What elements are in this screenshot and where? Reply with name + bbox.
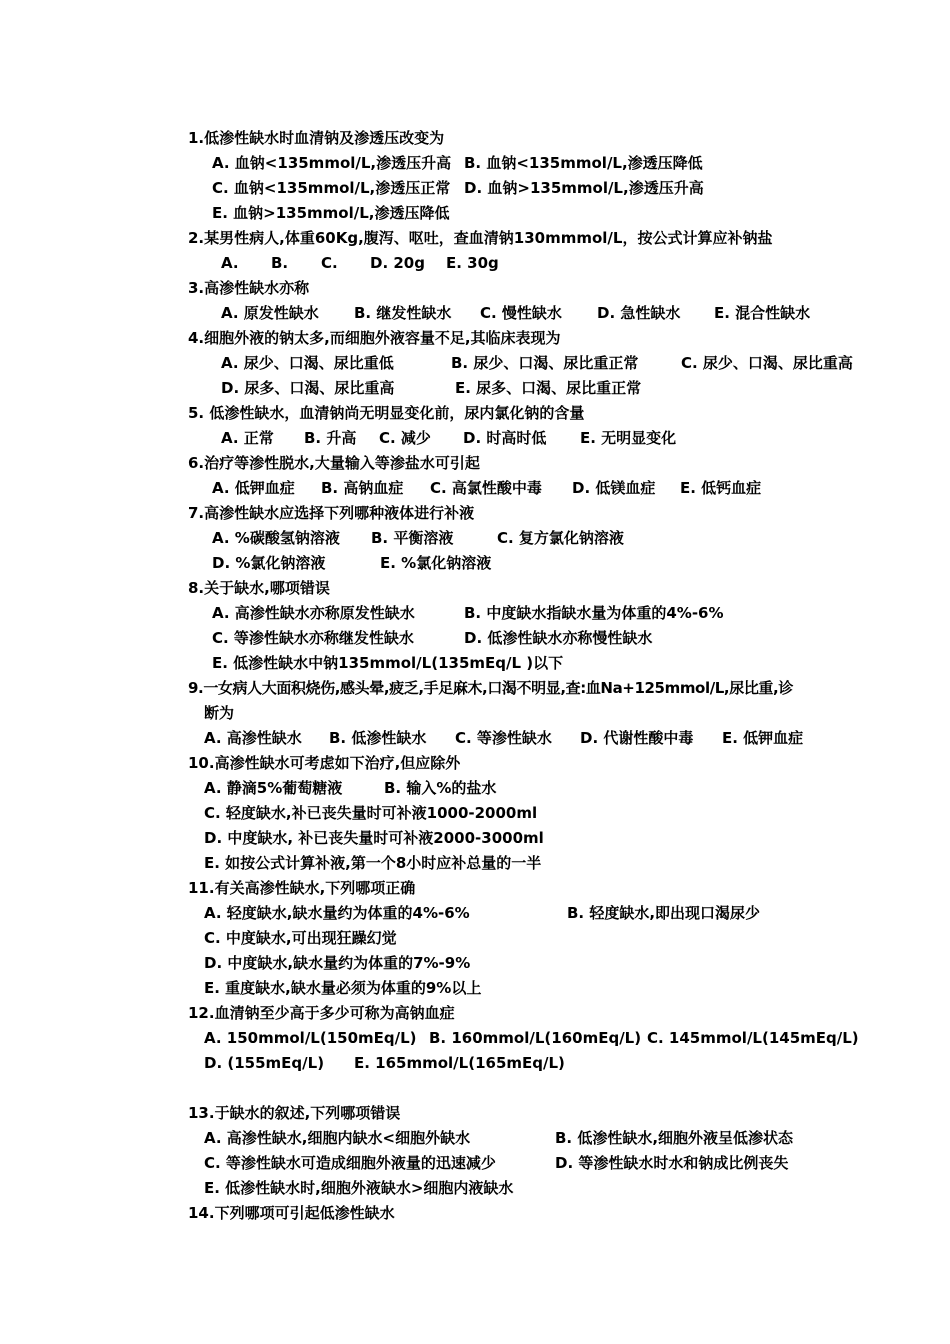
question-11-option-a: A. 轻度缺水,缺水量约为体重的4%-6%: [204, 904, 470, 922]
question-1-option-c: C. 血钠<135mmol/L,渗透压正常: [212, 179, 451, 197]
question-8-option-a: A. 高渗性缺水亦称原发性缺水: [212, 604, 415, 622]
question-5-stem: 5. 低渗性缺水，血清钠尚无明显变化前，尿内氯化钠的含量: [188, 404, 585, 422]
question-12-option-b: B. 160mmol/L(160mEq/L): [429, 1029, 642, 1047]
question-9-option-b: B. 低渗性缺水: [329, 729, 427, 747]
question-13-stem: 13.于缺水的叙述,下列哪项错误: [188, 1104, 401, 1122]
question-5-option-c: C. 减少: [379, 429, 431, 447]
question-3-stem: 3.高渗性缺水亦称: [188, 279, 310, 297]
question-7-option-a: A. %碳酸氢钠溶液: [212, 529, 340, 547]
question-12-option-c: C. 145mmol/L(145mEq/L): [647, 1029, 859, 1047]
question-6-option-b: B. 高钠血症: [321, 479, 404, 497]
question-5-option-a: A. 正常: [221, 429, 274, 447]
question-4-stem: 4.细胞外液的钠太多,而细胞外液容量不足,其临床表现为: [188, 329, 561, 347]
question-8-stem: 8.关于缺水,哪项错误: [188, 579, 330, 597]
question-4-option-a: A. 尿少、口渴、尿比重低: [221, 354, 394, 372]
question-6-option-d: D. 低镁血症: [572, 479, 656, 497]
question-3-option-d: D. 急性缺水: [597, 304, 681, 322]
question-2-option-e: E. 30g: [446, 254, 499, 272]
question-6-option-a: A. 低钾血症: [212, 479, 295, 497]
question-5-option-d: D. 时高时低: [463, 429, 547, 447]
question-4-option-e: E. 尿多、口渴、尿比重正常: [455, 379, 642, 397]
question-9-option-d: D. 代谢性酸中毒: [580, 729, 694, 747]
question-14-stem: 14.下列哪项可引起低渗性缺水: [188, 1204, 395, 1222]
question-9-stem: 9.一女病人大面积烧伤,感头晕,疲乏,手足麻木,口渴不明显,查:血Na+125mmol/L,尿比重,诊: [188, 679, 793, 697]
question-12-option-a: A. 150mmol/L(150mEq/L): [204, 1029, 417, 1047]
question-5-option-b: B. 升高: [304, 429, 357, 447]
question-6-option-e: E. 低钙血症: [680, 479, 762, 497]
question-9-option-a: A. 高渗性缺水: [204, 729, 302, 747]
question-10-option-b: B. 输入%的盐水: [384, 779, 497, 797]
question-13-option-e: E. 低渗性缺水时,细胞外液缺水>细胞内液缺水: [204, 1179, 514, 1197]
question-6-stem: 6.治疗等渗性脱水,大量输入等渗盐水可引起: [188, 454, 480, 472]
question-7-option-d: D. %氯化钠溶液: [212, 554, 326, 572]
question-3-option-e: E. 混合性缺水: [714, 304, 811, 322]
question-1-stem: 1.低渗性缺水时血清钠及渗透压改变为: [188, 129, 445, 147]
question-4-option-d: D. 尿多、口渴、尿比重高: [221, 379, 395, 397]
question-9-option-c: C. 等渗性缺水: [455, 729, 552, 747]
question-13-option-a: A. 高渗性缺水,细胞内缺水<细胞外缺水: [204, 1129, 471, 1147]
question-12-option-e: E. 165mmol/L(165mEq/L): [354, 1054, 565, 1072]
question-13-option-b: B. 低渗性缺水,细胞外液呈低渗状态: [555, 1129, 794, 1147]
question-2-stem: 2.某男性病人,体重60Kg,腹泻、呕吐，查血清钠130mmmol/L，按公式计算应补钠盐: [188, 229, 773, 247]
question-10-option-a: A. 静滴5%葡萄糖液: [204, 779, 343, 797]
question-4-option-c: C. 尿少、口渴、尿比重高: [681, 354, 853, 372]
question-3-option-c: C. 慢性缺水: [480, 304, 562, 322]
question-8-option-e: E. 低渗性缺水中钠135mmol/L(135mEq/L )以下: [212, 654, 564, 672]
question-10-option-d: D. 中度缺水, 补已丧失量时可补液2000-3000ml: [204, 829, 544, 847]
question-8-option-d: D. 低渗性缺水亦称慢性缺水: [464, 629, 653, 647]
question-11-stem: 11.有关高渗性缺水,下列哪项正确: [188, 879, 416, 897]
question-10-stem: 10.高渗性缺水可考虑如下治疗,但应除外: [188, 754, 461, 772]
question-1-option-e: E. 血钠>135mmol/L,渗透压降低: [212, 204, 450, 222]
question-2-option-d: D. 20g: [370, 254, 425, 272]
question-1-option-d: D. 血钠>135mmol/L,渗透压升高: [464, 179, 704, 197]
question-7-option-c: C. 复方氯化钠溶液: [497, 529, 624, 547]
question-11-option-b: B. 轻度缺水,即出现口渴尿少: [567, 904, 761, 922]
question-9-option-e: E. 低钾血症: [722, 729, 804, 747]
question-1-option-b: B. 血钠<135mmol/L,渗透压降低: [464, 154, 703, 172]
question-2-option-c: C.: [321, 254, 338, 272]
question-11-option-c: C. 中度缺水,可出现狂躁幻觉: [204, 929, 397, 947]
question-5-option-e: E. 无明显变化: [580, 429, 677, 447]
question-8-option-c: C. 等渗性缺水亦称继发性缺水: [212, 629, 414, 647]
question-10-option-e: E. 如按公式计算补液,第一个8小时应补总量的一半: [204, 854, 542, 872]
question-3-option-a: A. 原发性缺水: [221, 304, 319, 322]
question-12-option-d: D. (155mEq/L): [204, 1054, 325, 1072]
question-3-option-b: B. 继发性缺水: [354, 304, 452, 322]
question-8-option-b: B. 中度缺水指缺水量为体重的4%-6%: [464, 604, 724, 622]
question-7-option-e: E. %氯化钠溶液: [380, 554, 492, 572]
question-2-option-a: A.: [221, 254, 239, 272]
question-2-option-b: B.: [271, 254, 289, 272]
question-1-option-a: A. 血钠<135mmol/L,渗透压升高: [212, 154, 452, 172]
question-9-stem-continued: 断为: [204, 704, 235, 722]
question-13-option-d: D. 等渗性缺水时水和钠成比例丧失: [555, 1154, 789, 1172]
question-13-option-c: C. 等渗性缺水可造成细胞外液量的迅速减少: [204, 1154, 496, 1172]
question-11-option-d: D. 中度缺水,缺水量约为体重的7%-9%: [204, 954, 471, 972]
question-6-option-c: C. 高氯性酸中毒: [430, 479, 542, 497]
question-7-option-b: B. 平衡溶液: [371, 529, 454, 547]
question-12-stem: 12.血清钠至少高于多少可称为高钠血症: [188, 1004, 455, 1022]
question-7-stem: 7.高渗性缺水应选择下列哪种液体进行补液: [188, 504, 475, 522]
question-10-option-c: C. 轻度缺水,补已丧失量时可补液1000-2000ml: [204, 804, 538, 822]
question-4-option-b: B. 尿少、口渴、尿比重正常: [451, 354, 639, 372]
question-11-option-e: E. 重度缺水,缺水量必须为体重的9%以上: [204, 979, 482, 997]
